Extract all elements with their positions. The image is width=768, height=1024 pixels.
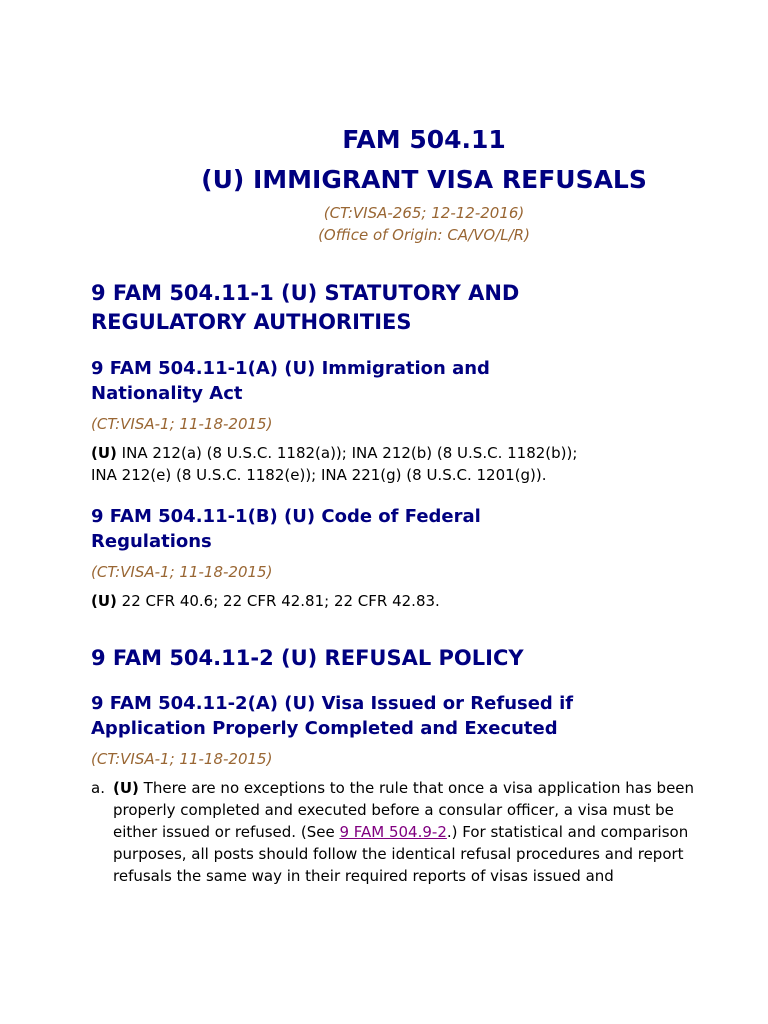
section-heading-line: REGULATORY AUTHORITIES: [91, 310, 412, 334]
title-block: [0, 0, 768, 246]
classification-marker: (U): [91, 444, 117, 462]
subsection-heading-line: 9 FAM 504.11-1(A) (U) Immigration and: [91, 358, 490, 379]
paragraph-text: 22 CFR 40.6; 22 CFR 42.81; 22 CFR 42.83.: [116, 592, 440, 610]
paragraph-text: INA 212(e) (8 U.S.C. 1182(e)); INA 221(g) (8 U.S.C. 1201(g)).: [91, 466, 547, 484]
subsection-heading-504-11-1b: [91, 504, 712, 554]
section-heading-504-11-2: [91, 644, 712, 673]
office-of-origin: (Office of Origin: CA/VO/L/R): [318, 226, 530, 244]
change-transmittal: (CT:VISA-265; 12-12-2016): [323, 204, 525, 222]
paragraph-text: INA 212(a) (8 U.S.C. 1182(a)); INA 212(b) (8 U.S.C. 1182(b));: [116, 444, 578, 462]
authority-paragraph-cfr: [91, 590, 712, 612]
paragraph-text: .) For statistical and comparison purposes, all posts should follow the identical refusal procedures and report refusals the same way in their required reports of visas issued and: [113, 823, 689, 885]
authority-paragraph-ina: [91, 442, 712, 486]
section-heading-line: 9 FAM 504.11-1 (U) STATUTORY AND: [91, 281, 520, 305]
subsection-heading-line: Application Properly Completed and Executed: [91, 718, 558, 739]
subsection-heading-line: Regulations: [91, 531, 212, 552]
subsection-heading-line: 9 FAM 504.11-1(B) (U) Code of Federal: [91, 506, 481, 527]
subsection-heading-504-11-2a: [91, 691, 712, 741]
classification-marker: (U): [91, 592, 117, 610]
section-heading-504-11-1: [91, 279, 712, 337]
subsection-heading-line: 9 FAM 504.11-2(A) (U) Visa Issued or Refused if: [91, 693, 574, 714]
subsection-heading-504-11-1a: [91, 356, 712, 406]
classification-marker: (U): [113, 779, 139, 797]
section-heading-line: 9 FAM 504.11-2 (U) REFUSAL POLICY: [91, 646, 524, 670]
subsection-transmittal: (CT:VISA-1; 11-18-2015): [91, 750, 273, 768]
document-title: (U) IMMIGRANT VISA REFUSALS: [201, 165, 647, 194]
subsection-transmittal: (CT:VISA-1; 11-18-2015): [91, 563, 273, 581]
paragraph-text: There are no exceptions to the rule that once a visa application has been properly completed and executed before a consular officer, a visa must be either issued or refused. (See: [113, 779, 695, 841]
list-item-text: [113, 777, 712, 887]
list-item: [91, 777, 712, 887]
cross-reference-link[interactable]: 9 FAM 504.9-2: [339, 823, 447, 841]
list-item-label: a.: [91, 779, 105, 797]
subsection-heading-line: Nationality Act: [91, 383, 243, 404]
subsection-transmittal: (CT:VISA-1; 11-18-2015): [91, 415, 273, 433]
document-title-code: FAM 504.11: [342, 125, 506, 154]
